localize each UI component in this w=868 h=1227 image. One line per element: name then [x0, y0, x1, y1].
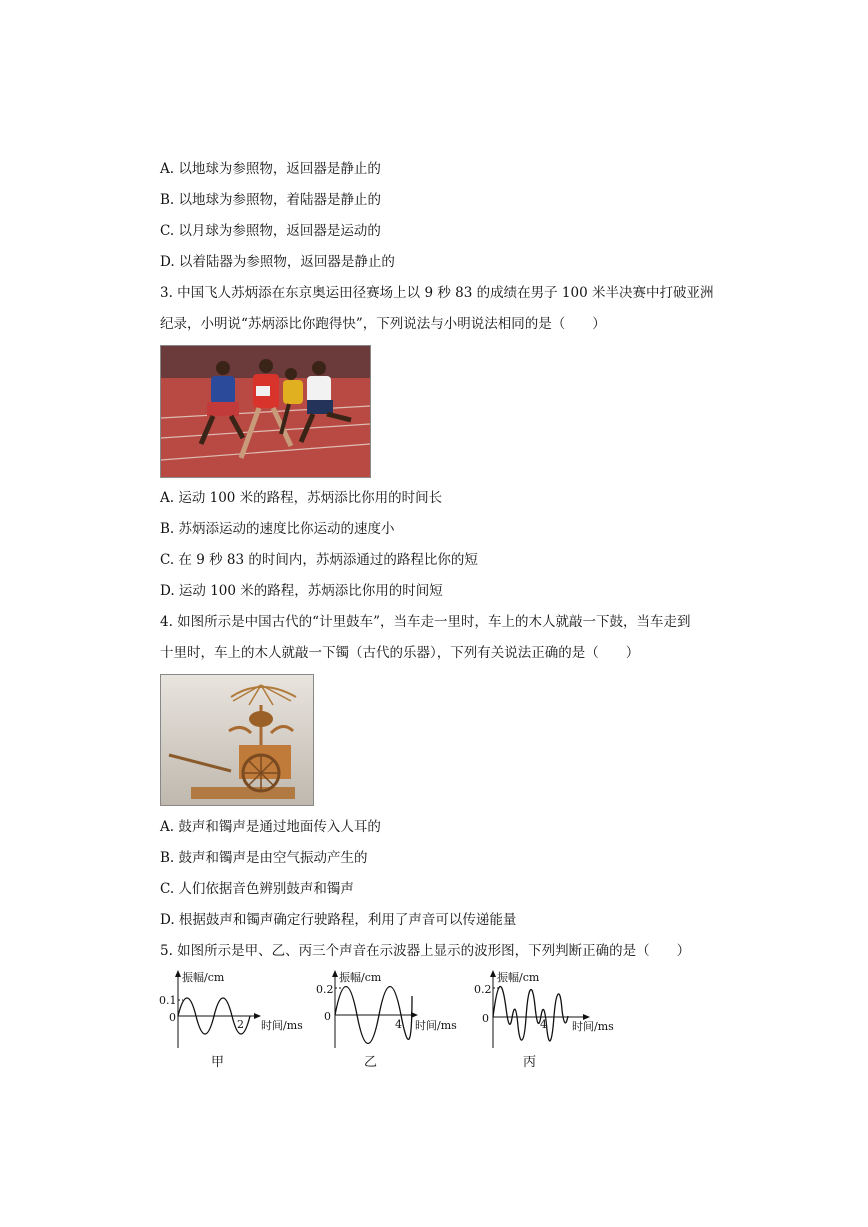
sprinters-photo: [160, 345, 371, 478]
q4-option-c: C. 人们依据音色辨别鼓声和镯声: [160, 881, 354, 897]
q3-option-b: B. 苏炳添运动的速度比你运动的速度小: [160, 521, 395, 537]
wave-bing-y-arrow: [490, 970, 496, 977]
wave-jia-xlabel: 时间/ms: [261, 1019, 303, 1032]
wave-jia-name: 甲: [211, 1055, 225, 1070]
wave-jia-amp-label: 0.1: [159, 994, 177, 1007]
wave-bing-amp-label: 0.2: [474, 983, 492, 996]
q5-stem: 5. 如图所示是甲、乙、丙三个声音在示波器上显示的波形图，下列判断正确的是（ ）: [160, 943, 691, 959]
q3-option-a: A. 运动 100 米的路程，苏炳添比你用的时间长: [160, 490, 443, 506]
q2-option-a: A. 以地球为参照物，返回器是静止的: [160, 161, 381, 177]
q3-stem-line2: 纪录，小明说“苏炳添比你跑得快”，下列说法与小明说法相同的是（ ）: [160, 316, 606, 332]
wave-yi-y-arrow: [332, 970, 338, 977]
wave-yi-name: 乙: [364, 1055, 378, 1070]
q4-stem-line1: 4. 如图所示是中国古代的“计里鼓车”，当车走一里时，车上的木人就敲一下鼓，当车走到: [160, 614, 691, 630]
wave-bing-name: 丙: [523, 1055, 537, 1070]
wave-bing-xlabel: 时间/ms: [572, 1020, 614, 1033]
q2-option-b: B. 以地球为参照物，着陆器是静止的: [160, 192, 382, 208]
wave-jia-ylabel: 振幅/cm: [182, 971, 225, 984]
wave-bing-ylabel: 振幅/cm: [497, 971, 540, 984]
waveform-jia: [155, 968, 315, 1050]
q4-option-d: D. 根据鼓声和镯声确定行驶路程，利用了声音可以传递能量: [160, 912, 517, 928]
waveform-bing: [468, 968, 628, 1050]
wave-bing-origin: 0: [482, 1012, 489, 1025]
wave-yi-origin: 0: [324, 1010, 331, 1023]
waveform-yi: [310, 968, 470, 1050]
wave-jia-y-arrow: [175, 970, 181, 977]
wave-yi-ylabel: 振幅/cm: [339, 971, 382, 984]
wave-jia-x-arrow: [254, 1013, 261, 1019]
wave-yi-amp-label: 0.2: [316, 983, 334, 996]
drum-cart-photo: [160, 674, 314, 806]
q4-option-b: B. 鼓声和镯声是由空气振动产生的: [160, 850, 368, 866]
q2-option-d: D. 以着陆器为参照物，返回器是静止的: [160, 254, 395, 270]
q2-option-c: C. 以月球为参照物，返回器是运动的: [160, 223, 381, 239]
wave-bing-curve: [493, 987, 568, 1041]
wave-jia-origin: 0: [169, 1011, 176, 1024]
wave-yi-xtick: 4: [395, 1018, 402, 1031]
wave-yi-xlabel: 时间/ms: [415, 1019, 457, 1032]
q4-option-a: A. 鼓声和镯声是通过地面传入人耳的: [160, 819, 381, 835]
wave-bing-xtick: 4: [540, 1018, 547, 1031]
q3-stem-line1: 3. 中国飞人苏炳添在东京奥运田径赛场上以 9 秒 83 的成绩在男子 100 米半决赛中打破亚洲: [160, 285, 714, 301]
wave-jia-xtick: 2: [237, 1018, 244, 1031]
q4-stem-line2: 十里时，车上的木人就敲一下镯（古代的乐器），下列有关说法正确的是（ ）: [160, 645, 640, 661]
q3-option-c: C. 在 9 秒 83 的时间内，苏炳添通过的路程比你的短: [160, 552, 478, 568]
q3-option-d: D. 运动 100 米的路程，苏炳添比你用的时间短: [160, 583, 443, 599]
